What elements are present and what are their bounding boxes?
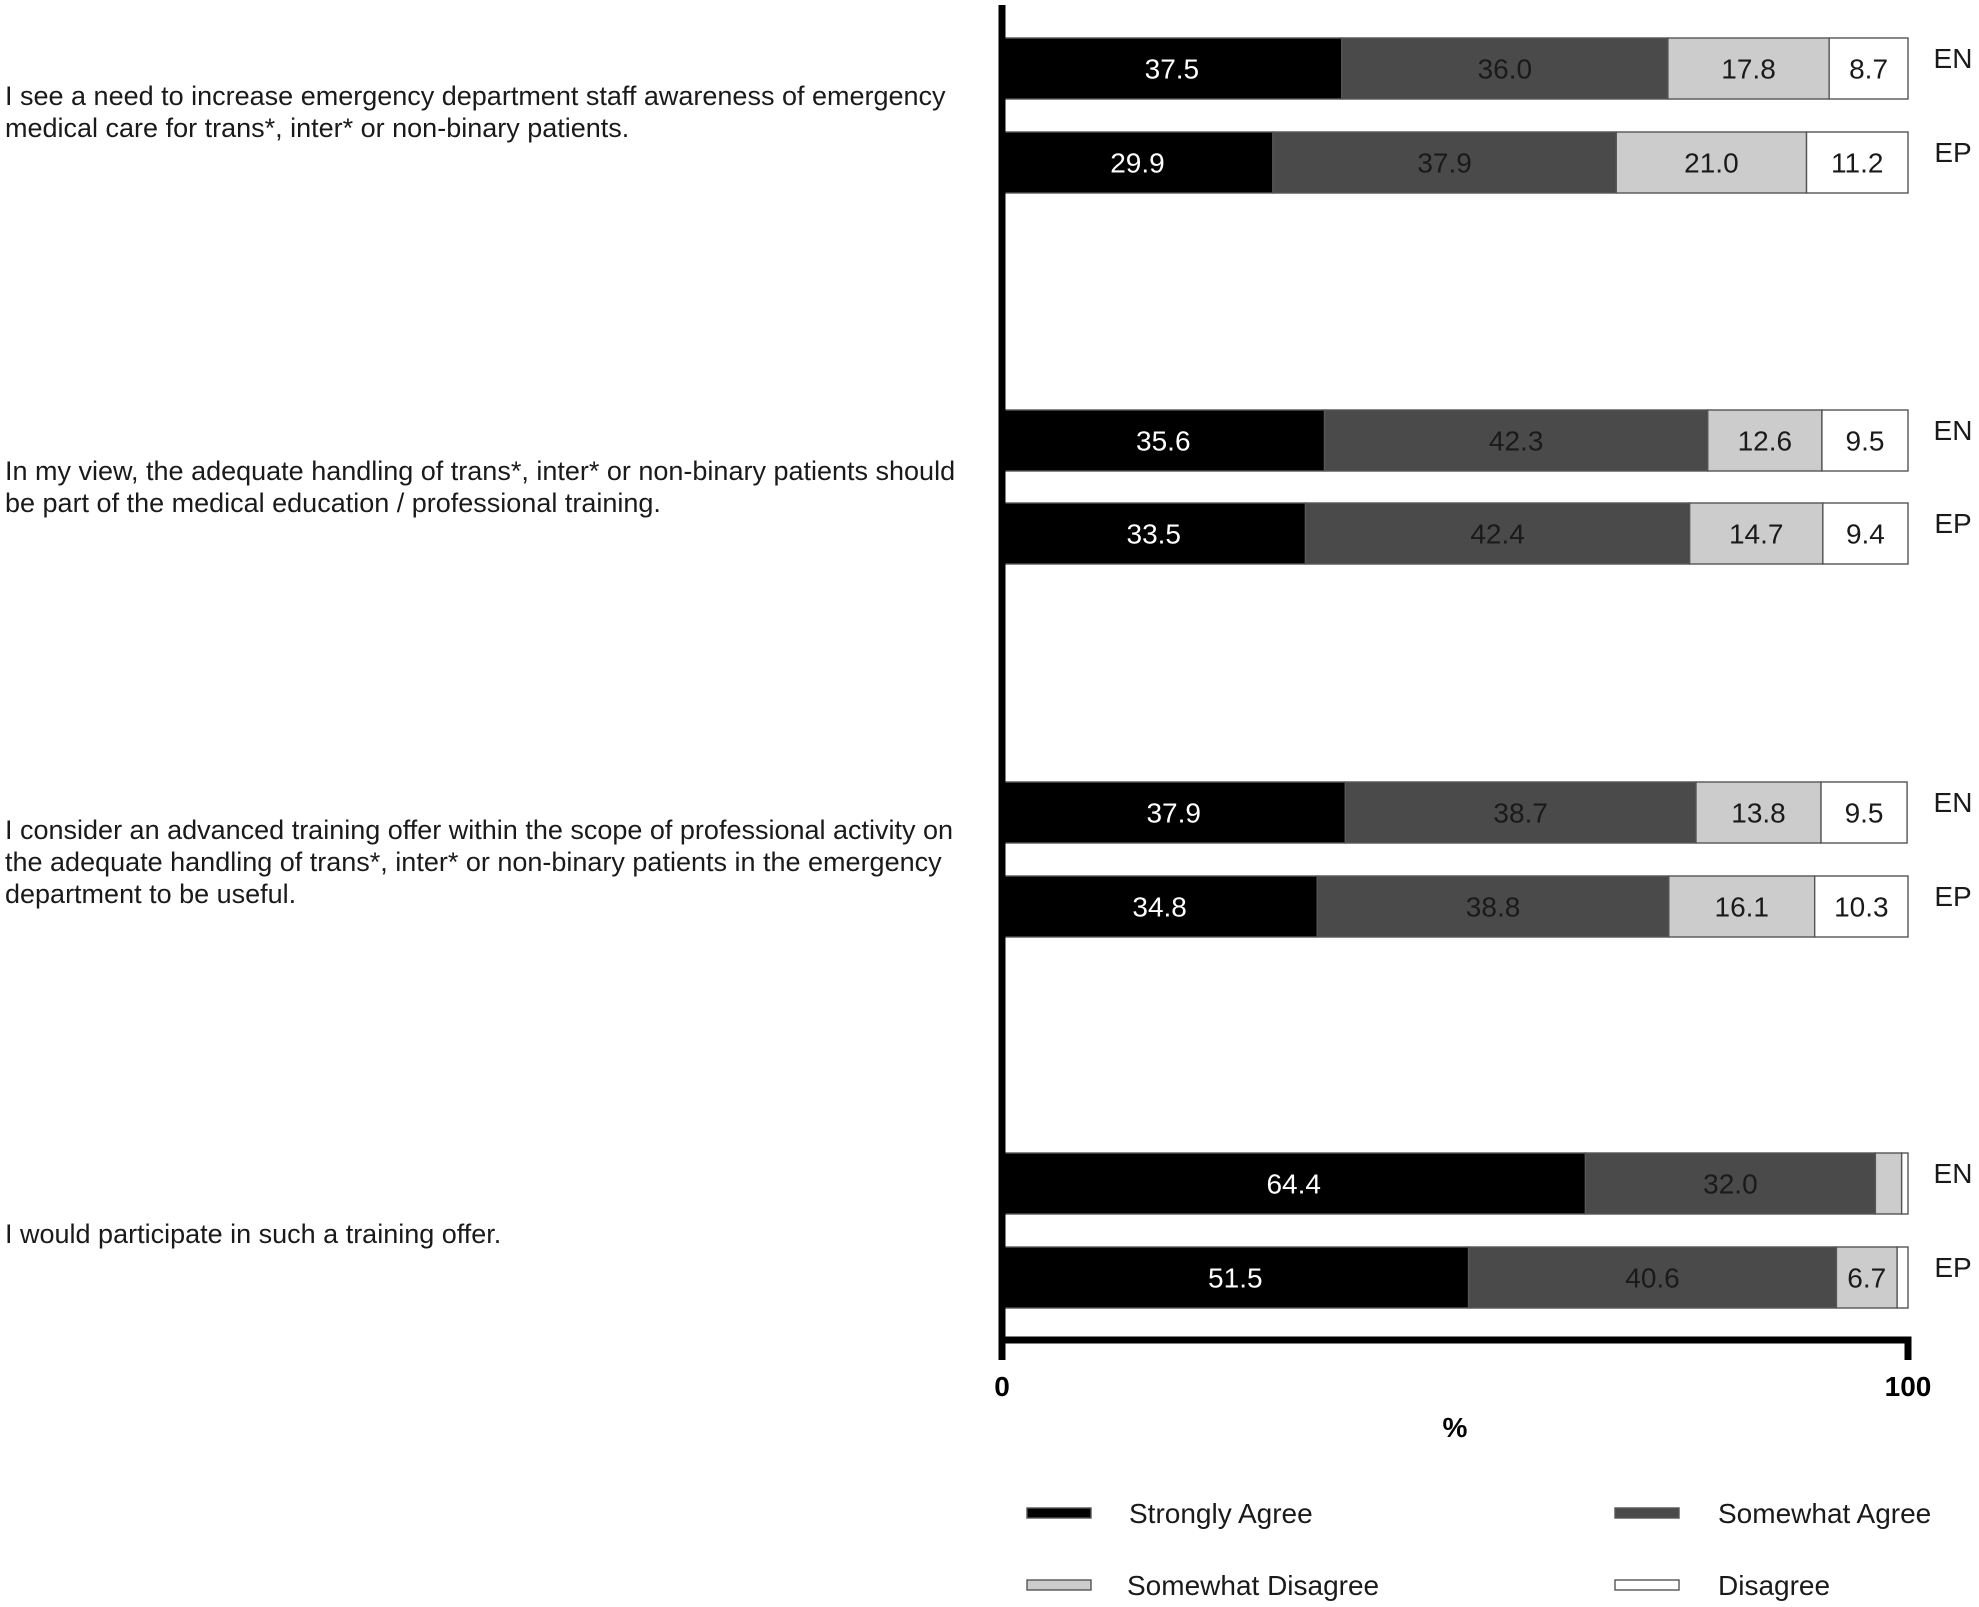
legend-swatch — [1027, 1580, 1091, 1590]
data-label: 38.8 — [1465, 891, 1521, 923]
data-label: 42.4 — [1470, 518, 1525, 550]
data-label: 8.7 — [1849, 53, 1889, 85]
data-label: 9.5 — [1845, 425, 1885, 457]
data-label: 34.8 — [1132, 891, 1187, 923]
legend-swatch — [1615, 1580, 1679, 1590]
statement-4: I would participate in such a training offer. — [5, 1219, 502, 1249]
data-label: 38.7 — [1493, 797, 1548, 829]
legend-label: Somewhat Agree — [1718, 1498, 1932, 1529]
x-tick-label: 0 — [994, 1371, 1010, 1402]
group-label: EP — [1934, 1252, 1972, 1283]
legend-swatch — [1027, 1508, 1091, 1518]
data-label: 12.6 — [1737, 425, 1793, 457]
bar-segment — [1875, 1153, 1901, 1214]
data-label: 32.0 — [1703, 1168, 1758, 1200]
data-label: 37.9 — [1146, 797, 1201, 829]
data-label: 40.6 — [1625, 1262, 1680, 1294]
data-label: 14.7 — [1728, 518, 1784, 550]
bar-segment — [1897, 1247, 1908, 1308]
legend-label: Disagree — [1718, 1570, 1831, 1601]
legend-swatch — [1615, 1508, 1679, 1518]
data-label: 35.6 — [1136, 425, 1191, 457]
group-label: EN — [1933, 787, 1973, 818]
data-label: 64.4 — [1266, 1168, 1321, 1200]
statement-1: I see a need to increase emergency department staff awareness of emergency medical care for trans*, inter* or non-binary patients. — [5, 81, 946, 143]
group-label: EN — [1933, 415, 1973, 446]
group-label: EN — [1933, 43, 1973, 74]
group-label: EN — [1933, 1158, 1973, 1189]
data-label: 9.4 — [1845, 518, 1885, 550]
group-label: EP — [1934, 137, 1972, 168]
data-label: 16.1 — [1714, 891, 1769, 923]
group-label: EP — [1934, 881, 1972, 912]
data-label: 6.7 — [1847, 1262, 1887, 1294]
x-axis-label: % — [1442, 1412, 1468, 1443]
data-label: 11.2 — [1831, 147, 1884, 179]
data-label: 37.5 — [1144, 53, 1200, 85]
legend-label: Somewhat Disagree — [1127, 1570, 1380, 1601]
data-label: 36.0 — [1477, 53, 1533, 85]
data-label: 37.9 — [1417, 147, 1472, 179]
bar-segment — [1902, 1153, 1908, 1214]
data-label: 10.3 — [1834, 891, 1889, 923]
statement-2: In my view, the adequate handling of trans*, inter* or non-binary patients should be part of the medical education / professional training. — [5, 456, 956, 518]
data-label: 29.9 — [1110, 147, 1165, 179]
statement-3: I consider an advanced training offer within the scope of professional activity on the adequate handling of trans*, inter* or non-binary patients in the emergency department to be useful. — [5, 815, 954, 909]
data-label: 42.3 — [1488, 425, 1544, 457]
data-label: 9.5 — [1844, 797, 1884, 829]
data-label: 13.8 — [1731, 797, 1786, 829]
x-tick-label: 100 — [1884, 1371, 1932, 1402]
data-label: 21.0 — [1684, 147, 1739, 179]
data-label: 33.5 — [1126, 518, 1182, 550]
legend-label: Strongly Agree — [1129, 1498, 1313, 1529]
data-label: 17.8 — [1721, 53, 1776, 85]
group-label: EP — [1934, 508, 1972, 539]
data-label: 51.5 — [1208, 1262, 1263, 1294]
